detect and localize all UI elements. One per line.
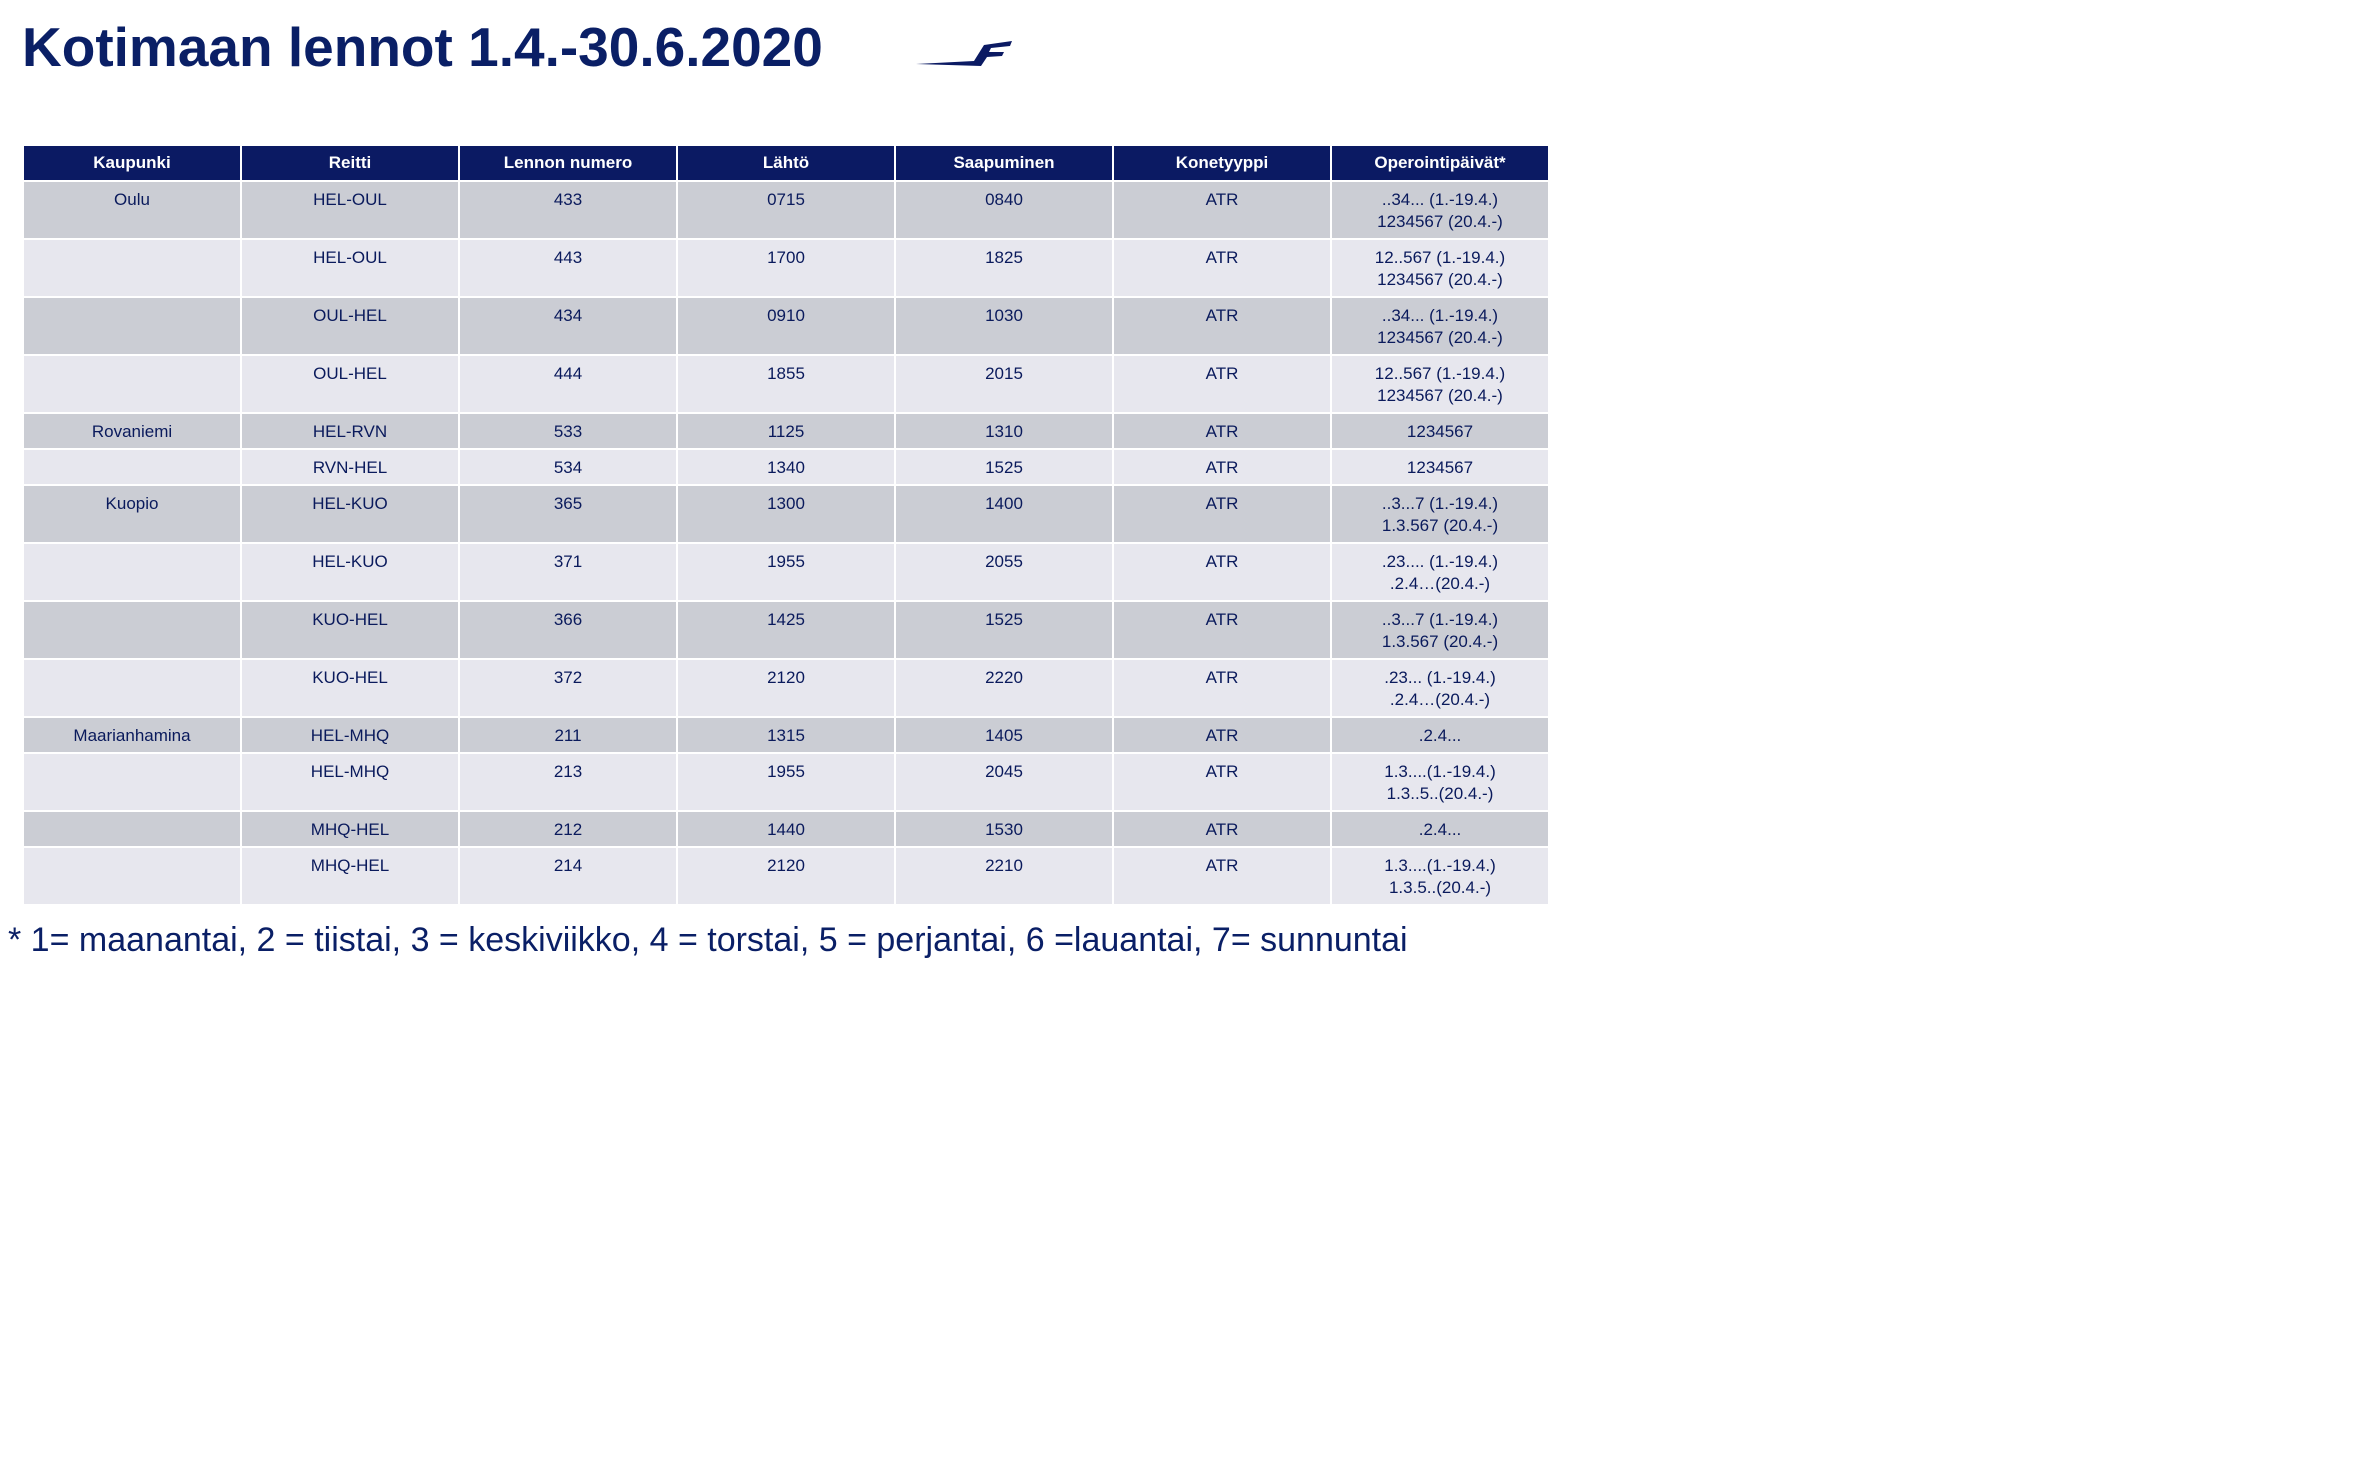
table-row (23, 239, 1549, 297)
operating-days-primary: 1.3....(1.-19.4.) (1384, 762, 1496, 781)
route-cell: KUO-HEL (241, 601, 459, 659)
departure-cell: 0715 (677, 181, 895, 239)
operating-days-primary: 1.3....(1.-19.4.) (1384, 856, 1496, 875)
operating-days-secondary: 1.3.567 (20.4.-) (1381, 516, 1499, 535)
arrival-cell: 0840 (895, 181, 1113, 239)
aircraft-type-cell: ATR (1113, 659, 1331, 717)
aircraft-type-cell: ATR (1113, 239, 1331, 297)
arrival-cell: 1530 (895, 811, 1113, 847)
departure-cell: 1955 (677, 543, 895, 601)
flight-number-cell: 444 (459, 355, 677, 413)
route-cell: OUL-HEL (241, 355, 459, 413)
city-cell (23, 355, 241, 413)
route-cell: KUO-HEL (241, 659, 459, 717)
flight-number-cell: 533 (459, 413, 677, 449)
flight-number-cell: 534 (459, 449, 677, 485)
aircraft-type-cell: ATR (1113, 601, 1331, 659)
operating-days-cell (1331, 659, 1549, 717)
city-cell (23, 239, 241, 297)
arrival-cell: 2210 (895, 847, 1113, 905)
operating-days-cell (1331, 413, 1549, 449)
city-cell (23, 753, 241, 811)
city-cell (23, 543, 241, 601)
route-cell: HEL-OUL (241, 239, 459, 297)
operating-days-secondary: .2.4…(20.4.-) (1389, 690, 1491, 709)
table-row (23, 543, 1549, 601)
operating-days-primary: .23.... (1.-19.4.) (1381, 552, 1499, 571)
table-row (23, 847, 1549, 905)
flight-number-cell: 365 (459, 485, 677, 543)
operating-days-secondary: 1.3.567 (20.4.-) (1381, 632, 1499, 651)
operating-days-secondary: 1234567 (20.4.-) (1377, 386, 1503, 405)
aircraft-type-cell: ATR (1113, 847, 1331, 905)
aircraft-type-cell: ATR (1113, 543, 1331, 601)
flight-number-cell: 434 (459, 297, 677, 355)
flight-number-cell: 366 (459, 601, 677, 659)
page-title: Kotimaan lennot 1.4.-30.6.2020 (22, 16, 823, 78)
operating-days-primary: 12..567 (1.-19.4.) (1374, 364, 1506, 383)
departure-cell: 1315 (677, 717, 895, 753)
departure-cell: 1125 (677, 413, 895, 449)
operating-days-cell (1331, 297, 1549, 355)
departure-cell: 2120 (677, 847, 895, 905)
weekday-footnote: * 1= maanantai, 2 = tiistai, 3 = keskiviikko, 4 = torstai, 5 = perjantai, 6 =lauantai, 7= sunnuntai (8, 921, 1408, 959)
operating-days-primary: .2.4... (1418, 726, 1462, 745)
city-cell (23, 601, 241, 659)
route-cell: HEL-KUO (241, 543, 459, 601)
operating-days-primary: .23... (1.-19.4.) (1384, 668, 1496, 687)
operating-days-primary: 1234567 (1406, 458, 1474, 477)
arrival-cell: 1825 (895, 239, 1113, 297)
route-cell: HEL-RVN (241, 413, 459, 449)
departure-cell: 2120 (677, 659, 895, 717)
city-cell: Maarianhamina (23, 717, 241, 753)
column-header-operating-days: Operointipäivät* (1331, 145, 1549, 181)
flight-number-cell: 211 (459, 717, 677, 753)
operating-days-cell (1331, 543, 1549, 601)
route-cell: HEL-MHQ (241, 717, 459, 753)
operating-days-primary: ..3...7 (1.-19.4.) (1381, 610, 1499, 629)
operating-days-secondary: 1234567 (20.4.-) (1377, 328, 1503, 347)
flight-number-cell: 372 (459, 659, 677, 717)
city-cell: Rovaniemi (23, 413, 241, 449)
column-header-departure: Lähtö (677, 145, 895, 181)
aircraft-type-cell: ATR (1113, 717, 1331, 753)
table-row (23, 485, 1549, 543)
table-row (23, 355, 1549, 413)
route-cell: MHQ-HEL (241, 847, 459, 905)
operating-days-primary: ..34... (1.-19.4.) (1381, 190, 1499, 209)
table-row (23, 449, 1549, 485)
city-cell (23, 811, 241, 847)
arrival-cell: 1030 (895, 297, 1113, 355)
departure-cell: 1340 (677, 449, 895, 485)
aircraft-type-cell: ATR (1113, 485, 1331, 543)
arrival-cell: 2055 (895, 543, 1113, 601)
operating-days-cell (1331, 811, 1549, 847)
operating-days-primary: 1234567 (1406, 422, 1474, 441)
flight-number-cell: 213 (459, 753, 677, 811)
city-cell (23, 659, 241, 717)
column-header-flight-number: Lennon numero (459, 145, 677, 181)
flight-number-cell: 212 (459, 811, 677, 847)
table-row (23, 181, 1549, 239)
operating-days-secondary: 1.3..5..(20.4.-) (1386, 784, 1494, 803)
operating-days-cell (1331, 717, 1549, 753)
departure-cell: 1425 (677, 601, 895, 659)
aircraft-type-cell: ATR (1113, 811, 1331, 847)
arrival-cell: 2045 (895, 753, 1113, 811)
operating-days-primary: ..3...7 (1.-19.4.) (1381, 494, 1499, 513)
city-cell (23, 847, 241, 905)
arrival-cell: 1400 (895, 485, 1113, 543)
table-row (23, 811, 1549, 847)
operating-days-cell (1331, 239, 1549, 297)
operating-days-primary: 12..567 (1.-19.4.) (1374, 248, 1506, 267)
route-cell: HEL-MHQ (241, 753, 459, 811)
column-header-arrival: Saapuminen (895, 145, 1113, 181)
aircraft-type-cell: ATR (1113, 753, 1331, 811)
table-row (23, 659, 1549, 717)
route-cell: HEL-KUO (241, 485, 459, 543)
operating-days-cell (1331, 847, 1549, 905)
arrival-cell: 2015 (895, 355, 1113, 413)
departure-cell: 1855 (677, 355, 895, 413)
route-cell: OUL-HEL (241, 297, 459, 355)
route-cell: HEL-OUL (241, 181, 459, 239)
departure-cell: 1955 (677, 753, 895, 811)
flight-number-cell: 214 (459, 847, 677, 905)
aircraft-type-cell: ATR (1113, 449, 1331, 485)
flight-number-cell: 371 (459, 543, 677, 601)
operating-days-primary: ..34... (1.-19.4.) (1381, 306, 1499, 325)
route-cell: MHQ-HEL (241, 811, 459, 847)
arrival-cell: 2220 (895, 659, 1113, 717)
flight-number-cell: 433 (459, 181, 677, 239)
city-cell (23, 449, 241, 485)
city-cell (23, 297, 241, 355)
table-row (23, 753, 1549, 811)
route-cell: RVN-HEL (241, 449, 459, 485)
city-cell: Kuopio (23, 485, 241, 543)
table-row (23, 413, 1549, 449)
column-header-aircraft-type: Konetyyppi (1113, 145, 1331, 181)
operating-days-primary: .2.4... (1418, 820, 1462, 839)
aircraft-type-cell: ATR (1113, 355, 1331, 413)
operating-days-cell (1331, 449, 1549, 485)
operating-days-secondary: 1.3.5..(20.4.-) (1388, 878, 1492, 897)
table-row (23, 297, 1549, 355)
table-header-row (23, 145, 1549, 181)
operating-days-cell (1331, 181, 1549, 239)
arrival-cell: 1405 (895, 717, 1113, 753)
departure-cell: 0910 (677, 297, 895, 355)
aircraft-type-cell: ATR (1113, 413, 1331, 449)
operating-days-cell (1331, 601, 1549, 659)
operating-days-secondary: 1234567 (20.4.-) (1377, 270, 1503, 289)
departure-cell: 1440 (677, 811, 895, 847)
airline-logo-icon (914, 40, 1014, 66)
flight-schedule-table (22, 144, 1550, 906)
operating-days-cell (1331, 355, 1549, 413)
aircraft-type-cell: ATR (1113, 181, 1331, 239)
aircraft-type-cell: ATR (1113, 297, 1331, 355)
arrival-cell: 1525 (895, 601, 1113, 659)
table-row (23, 601, 1549, 659)
departure-cell: 1700 (677, 239, 895, 297)
column-header-city: Kaupunki (23, 145, 241, 181)
table-row (23, 717, 1549, 753)
operating-days-cell (1331, 753, 1549, 811)
operating-days-secondary: 1234567 (20.4.-) (1377, 212, 1503, 231)
departure-cell: 1300 (677, 485, 895, 543)
column-header-route: Reitti (241, 145, 459, 181)
arrival-cell: 1310 (895, 413, 1113, 449)
operating-days-cell (1331, 485, 1549, 543)
operating-days-secondary: .2.4…(20.4.-) (1389, 574, 1491, 593)
flight-number-cell: 443 (459, 239, 677, 297)
arrival-cell: 1525 (895, 449, 1113, 485)
city-cell: Oulu (23, 181, 241, 239)
